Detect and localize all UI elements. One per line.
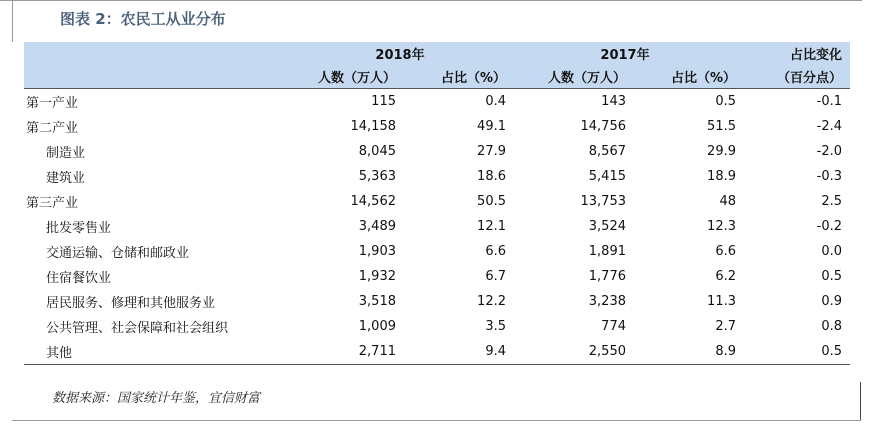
employment-table-wrap xyxy=(24,42,850,365)
cell-share-2017: 51.5 xyxy=(707,119,736,134)
header-share-2018: 占比（%） xyxy=(404,64,514,89)
cell-people-2018: 14,562 xyxy=(350,194,396,209)
table-row xyxy=(24,214,850,239)
data-source-note: 数据来源：国家统计年鉴，宜信财富 xyxy=(52,391,261,406)
cell-share-2018: 27.9 xyxy=(477,144,506,159)
cell-change: -0.1 xyxy=(816,94,842,109)
cell-people-2017: 3,524 xyxy=(588,219,626,234)
row-label: 交通运输、仓储和邮政业 xyxy=(46,246,190,261)
cell-people-2018: 2,711 xyxy=(294,339,404,365)
row-label: 公共管理、社会保障和社会组织 xyxy=(46,321,229,336)
cell-share-2018: 6.6 xyxy=(485,244,506,259)
table-row xyxy=(24,114,850,139)
header-change-line2: （百分点） xyxy=(744,64,850,89)
cell-change: -0.2 xyxy=(816,219,842,234)
cell-share-2017: 18.9 xyxy=(707,169,736,184)
row-label: 其他 xyxy=(24,339,294,365)
cell-people-2018: 1,932 xyxy=(358,269,396,284)
row-label: 建筑业 xyxy=(46,171,86,186)
row-label: 第一产业 xyxy=(26,96,79,111)
row-label: 批发零售业 xyxy=(46,221,112,236)
header-people-2018: 人数（万人） xyxy=(294,64,404,89)
frame-left-line xyxy=(12,0,13,42)
employment-table xyxy=(24,42,850,365)
cell-share-2017: 6.2 xyxy=(715,269,736,284)
table-row xyxy=(24,314,850,339)
cell-people-2017: 2,550 xyxy=(514,339,634,365)
header-row-years xyxy=(24,42,850,64)
header-people-2017: 人数（万人） xyxy=(514,64,634,89)
cell-share-2017: 48 xyxy=(719,194,736,209)
cell-people-2017: 143 xyxy=(601,94,626,109)
cell-people-2018: 1,903 xyxy=(358,244,396,259)
frame-right-line xyxy=(860,382,861,420)
table-row xyxy=(24,289,850,314)
cell-change: -0.3 xyxy=(816,169,842,184)
table-row xyxy=(24,264,850,289)
table-row xyxy=(24,339,850,365)
cell-change: -2.4 xyxy=(816,119,842,134)
header-change-line1: 占比变化 xyxy=(744,42,850,64)
row-label: 制造业 xyxy=(46,146,86,161)
row-label: 住宿餐饮业 xyxy=(46,271,112,286)
cell-people-2017: 8,567 xyxy=(588,144,626,159)
cell-people-2018: 8,045 xyxy=(358,144,396,159)
table-header xyxy=(24,42,850,89)
cell-share-2017: 12.3 xyxy=(707,219,736,234)
cell-change: 2.5 xyxy=(821,194,842,209)
cell-share-2017: 29.9 xyxy=(707,144,736,159)
cell-people-2017: 13,753 xyxy=(580,194,626,209)
cell-share-2018: 18.6 xyxy=(477,169,506,184)
row-label: 居民服务、修理和其他服务业 xyxy=(46,296,216,311)
cell-change: 0.5 xyxy=(744,339,850,365)
header-blank-2 xyxy=(24,64,294,89)
table-row xyxy=(24,89,850,115)
header-share-2017: 占比（%） xyxy=(634,64,744,89)
cell-people-2018: 14,158 xyxy=(350,119,396,134)
cell-people-2017: 14,756 xyxy=(580,119,626,134)
cell-share-2018: 49.1 xyxy=(477,119,506,134)
cell-people-2017: 1,776 xyxy=(588,269,626,284)
row-label: 第二产业 xyxy=(26,121,79,136)
frame-bottom-line xyxy=(12,420,861,421)
cell-share-2018: 3.5 xyxy=(485,319,506,334)
cell-people-2018: 5,363 xyxy=(358,169,396,184)
header-year-2018: 2018年 xyxy=(294,42,514,64)
table-row xyxy=(24,139,850,164)
figure-title: 图表 2：农民工从业分布 xyxy=(60,10,226,28)
cell-people-2017: 5,415 xyxy=(588,169,626,184)
cell-people-2018: 3,518 xyxy=(358,294,396,309)
cell-share-2018: 12.1 xyxy=(477,219,506,234)
cell-change: -2.0 xyxy=(816,144,842,159)
frame-top-line xyxy=(0,0,862,1)
header-blank xyxy=(24,42,294,64)
cell-share-2018: 0.4 xyxy=(485,94,506,109)
cell-change: 0.9 xyxy=(821,294,842,309)
table-body xyxy=(24,89,850,365)
cell-people-2018: 115 xyxy=(371,94,396,109)
cell-change: 0.0 xyxy=(821,244,842,259)
cell-share-2017: 6.6 xyxy=(715,244,736,259)
header-row-columns xyxy=(24,64,850,89)
cell-share-2017: 8.9 xyxy=(634,339,744,365)
row-label: 第三产业 xyxy=(26,196,79,211)
cell-share-2018: 6.7 xyxy=(485,269,506,284)
table-row xyxy=(24,239,850,264)
cell-people-2018: 3,489 xyxy=(358,219,396,234)
cell-people-2017: 1,891 xyxy=(588,244,626,259)
cell-change: 0.5 xyxy=(821,269,842,284)
cell-people-2017: 3,238 xyxy=(588,294,626,309)
cell-share-2017: 11.3 xyxy=(707,294,736,309)
table-row xyxy=(24,164,850,189)
cell-change: 0.8 xyxy=(821,319,842,334)
cell-share-2017: 0.5 xyxy=(715,94,736,109)
header-year-2017: 2017年 xyxy=(514,42,744,64)
cell-people-2018: 1,009 xyxy=(358,319,396,334)
cell-share-2018: 12.2 xyxy=(477,294,506,309)
cell-share-2018: 9.4 xyxy=(404,339,514,365)
cell-share-2017: 2.7 xyxy=(715,319,736,334)
cell-share-2018: 50.5 xyxy=(477,194,506,209)
table-row xyxy=(24,189,850,214)
cell-people-2017: 774 xyxy=(601,319,626,334)
